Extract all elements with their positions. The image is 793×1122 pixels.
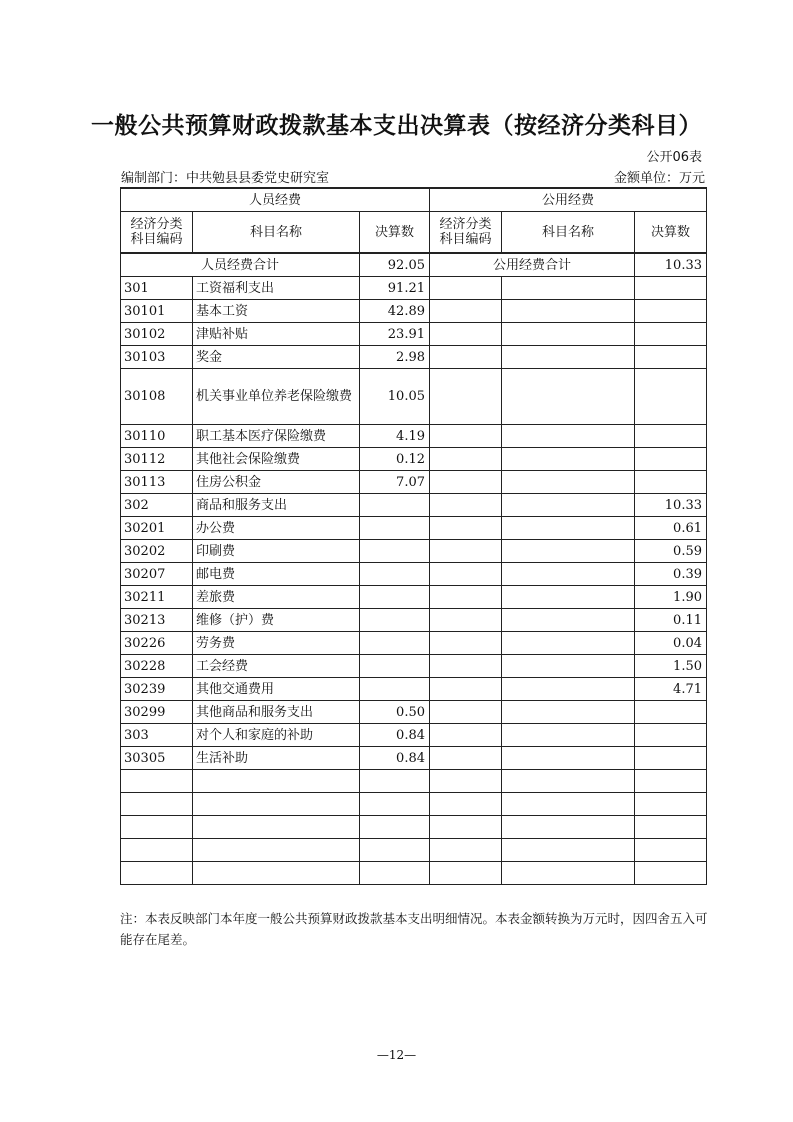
table-row [121, 277, 707, 300]
table-row [121, 346, 707, 369]
row-public-name [502, 471, 635, 494]
row-code: 30226 [121, 632, 193, 655]
row-public-amount: 0.04 [635, 632, 707, 655]
empty-cell [502, 816, 635, 839]
empty-row [121, 862, 707, 885]
col-code-header-2-line1: 经济分类 [439, 217, 492, 232]
row-personnel-amount: 4.19 [360, 425, 430, 448]
col-code-header-line1: 经济分类 [130, 217, 183, 232]
empty-cell [430, 793, 502, 816]
row-public-amount: 1.90 [635, 586, 707, 609]
row-personnel-amount [360, 655, 430, 678]
row-public-amount: 4.71 [635, 678, 707, 701]
row-public-amount [635, 425, 707, 448]
row-name: 印刷费 [193, 540, 360, 563]
row-name: 住房公积金 [193, 471, 360, 494]
row-public-amount [635, 724, 707, 747]
group-personnel: 人员经费 [121, 188, 430, 212]
row-public-name [502, 346, 635, 369]
page-number: —12— [376, 1048, 417, 1062]
row-public-code [430, 655, 502, 678]
row-public-amount: 0.61 [635, 517, 707, 540]
row-public-amount: 0.59 [635, 540, 707, 563]
table-row [121, 724, 707, 747]
row-public-name [502, 369, 635, 425]
empty-cell [635, 862, 707, 885]
empty-cell [121, 839, 193, 862]
row-public-code [430, 701, 502, 724]
row-code: 30207 [121, 563, 193, 586]
row-public-name [502, 701, 635, 724]
empty-cell [360, 770, 430, 793]
row-name: 维修（护）费 [193, 609, 360, 632]
row-name: 办公费 [193, 517, 360, 540]
table-row [121, 425, 707, 448]
empty-row [121, 770, 707, 793]
page-title: 一般公共预算财政拨款基本支出决算表（按经济分类科目） [91, 113, 702, 139]
empty-cell [635, 839, 707, 862]
col-code-header [121, 212, 193, 254]
row-public-amount: 10.33 [635, 494, 707, 517]
personnel-total-value: 92.05 [360, 253, 430, 277]
row-public-code [430, 425, 502, 448]
row-public-name [502, 632, 635, 655]
col-code-header-2 [430, 212, 502, 254]
row-public-amount [635, 747, 707, 770]
row-personnel-amount: 42.89 [360, 300, 430, 323]
row-public-name [502, 517, 635, 540]
row-name: 职工基本医疗保险缴费 [193, 425, 360, 448]
row-code: 30228 [121, 655, 193, 678]
row-public-name [502, 609, 635, 632]
public-total-value: 10.33 [635, 253, 707, 277]
empty-cell [360, 816, 430, 839]
col-name-header: 科目名称 [193, 212, 360, 254]
empty-cell [121, 770, 193, 793]
row-public-name [502, 540, 635, 563]
row-public-amount [635, 300, 707, 323]
group-header-row [121, 188, 707, 212]
table-row [121, 323, 707, 346]
empty-cell [430, 770, 502, 793]
row-public-name [502, 425, 635, 448]
row-public-name [502, 724, 635, 747]
table-row [121, 540, 707, 563]
row-code: 30211 [121, 586, 193, 609]
row-code: 30110 [121, 425, 193, 448]
row-code: 30112 [121, 448, 193, 471]
row-public-code [430, 494, 502, 517]
row-personnel-amount [360, 540, 430, 563]
table-row [121, 369, 707, 425]
empty-cell [635, 816, 707, 839]
empty-cell [193, 839, 360, 862]
department-label: 编制部门：中共勉县县委党史研究室 [121, 171, 330, 186]
empty-cell [121, 816, 193, 839]
row-code: 302 [121, 494, 193, 517]
empty-cell [502, 839, 635, 862]
empty-cell [121, 793, 193, 816]
row-personnel-amount: 0.12 [360, 448, 430, 471]
row-name: 机关事业单位养老保险缴费 [193, 369, 360, 425]
table-row [121, 300, 707, 323]
row-personnel-amount: 0.84 [360, 724, 430, 747]
row-public-code [430, 277, 502, 300]
expenditure-table [120, 187, 707, 885]
row-code: 30201 [121, 517, 193, 540]
empty-cell [121, 862, 193, 885]
row-code: 30299 [121, 701, 193, 724]
empty-row [121, 793, 707, 816]
row-public-amount: 1.50 [635, 655, 707, 678]
row-public-amount [635, 323, 707, 346]
row-public-code [430, 724, 502, 747]
table-row [121, 609, 707, 632]
col-amount-header-2: 决算数 [635, 212, 707, 254]
table-row [121, 471, 707, 494]
row-code: 30213 [121, 609, 193, 632]
row-public-name [502, 300, 635, 323]
table-row [121, 655, 707, 678]
row-public-code [430, 586, 502, 609]
row-code: 30101 [121, 300, 193, 323]
empty-cell [635, 793, 707, 816]
row-personnel-amount: 2.98 [360, 346, 430, 369]
row-public-code [430, 540, 502, 563]
col-code-header-2-line2: 科目编码 [439, 232, 492, 247]
row-personnel-amount: 10.05 [360, 369, 430, 425]
personnel-total-label: 人员经费合计 [121, 253, 360, 277]
table-row [121, 517, 707, 540]
public-total-label: 公用经费合计 [430, 253, 635, 277]
table-row [121, 563, 707, 586]
row-name: 邮电费 [193, 563, 360, 586]
row-personnel-amount: 0.84 [360, 747, 430, 770]
row-name: 生活补助 [193, 747, 360, 770]
row-public-code [430, 323, 502, 346]
row-code: 30305 [121, 747, 193, 770]
empty-cell [502, 770, 635, 793]
row-name: 劳务费 [193, 632, 360, 655]
empty-row [121, 839, 707, 862]
row-public-amount [635, 701, 707, 724]
row-public-amount [635, 277, 707, 300]
row-public-code [430, 346, 502, 369]
row-code: 301 [121, 277, 193, 300]
row-name: 奖金 [193, 346, 360, 369]
row-public-code [430, 448, 502, 471]
empty-cell [193, 793, 360, 816]
row-personnel-amount [360, 609, 430, 632]
row-public-amount: 0.39 [635, 563, 707, 586]
empty-cell [193, 816, 360, 839]
row-public-amount [635, 471, 707, 494]
row-public-code [430, 678, 502, 701]
row-code: 30103 [121, 346, 193, 369]
row-name: 基本工资 [193, 300, 360, 323]
empty-row [121, 816, 707, 839]
row-personnel-amount [360, 678, 430, 701]
row-name: 商品和服务支出 [193, 494, 360, 517]
row-public-code [430, 369, 502, 425]
row-code: 303 [121, 724, 193, 747]
table-row [121, 448, 707, 471]
group-public: 公用经费 [430, 188, 707, 212]
row-name: 其他商品和服务支出 [193, 701, 360, 724]
row-public-amount [635, 369, 707, 425]
row-public-code [430, 747, 502, 770]
row-personnel-amount [360, 586, 430, 609]
table-row [121, 586, 707, 609]
row-public-name [502, 494, 635, 517]
table-row [121, 494, 707, 517]
empty-cell [360, 793, 430, 816]
row-public-name [502, 586, 635, 609]
table-row [121, 632, 707, 655]
row-public-code [430, 563, 502, 586]
row-public-code [430, 517, 502, 540]
row-code: 30239 [121, 678, 193, 701]
row-personnel-amount [360, 494, 430, 517]
row-public-name [502, 678, 635, 701]
row-public-name [502, 323, 635, 346]
row-public-name [502, 277, 635, 300]
unit-label: 金额单位：万元 [613, 171, 705, 186]
row-personnel-amount: 0.50 [360, 701, 430, 724]
row-personnel-amount [360, 632, 430, 655]
empty-cell [360, 862, 430, 885]
row-personnel-amount: 91.21 [360, 277, 430, 300]
row-code: 30108 [121, 369, 193, 425]
row-personnel-amount [360, 517, 430, 540]
form-number: 公开06表 [646, 150, 702, 165]
row-public-name [502, 563, 635, 586]
col-code-header-line2: 科目编码 [130, 232, 183, 247]
row-personnel-amount: 23.91 [360, 323, 430, 346]
row-name: 对个人和家庭的补助 [193, 724, 360, 747]
row-name: 其他交通费用 [193, 678, 360, 701]
row-public-name [502, 448, 635, 471]
col-name-header-2: 科目名称 [502, 212, 635, 254]
totals-row [121, 253, 707, 277]
row-name: 工资福利支出 [193, 277, 360, 300]
row-public-amount [635, 448, 707, 471]
row-public-code [430, 609, 502, 632]
row-personnel-amount: 7.07 [360, 471, 430, 494]
empty-cell [360, 839, 430, 862]
empty-cell [193, 862, 360, 885]
row-name: 工会经费 [193, 655, 360, 678]
row-public-code [430, 300, 502, 323]
empty-cell [430, 862, 502, 885]
table-row [121, 678, 707, 701]
empty-cell [502, 793, 635, 816]
row-personnel-amount [360, 563, 430, 586]
column-header-row [121, 212, 707, 254]
row-public-name [502, 655, 635, 678]
row-name: 津贴补贴 [193, 323, 360, 346]
row-code: 30202 [121, 540, 193, 563]
col-amount-header: 决算数 [360, 212, 430, 254]
row-name: 其他社会保险缴费 [193, 448, 360, 471]
table-row [121, 701, 707, 724]
row-code: 30113 [121, 471, 193, 494]
row-public-amount [635, 346, 707, 369]
empty-cell [430, 816, 502, 839]
row-public-code [430, 471, 502, 494]
row-code: 30102 [121, 323, 193, 346]
empty-cell [635, 770, 707, 793]
row-public-code [430, 632, 502, 655]
row-public-name [502, 747, 635, 770]
row-name: 差旅费 [193, 586, 360, 609]
empty-cell [430, 839, 502, 862]
footnote: 注：本表反映部门本年度一般公共预算财政拨款基本支出明细情况。本表金额转换为万元时，因四舍五入可能存在尾差。 [120, 911, 708, 947]
table-row [121, 747, 707, 770]
row-public-amount: 0.11 [635, 609, 707, 632]
empty-cell [502, 862, 635, 885]
empty-cell [193, 770, 360, 793]
